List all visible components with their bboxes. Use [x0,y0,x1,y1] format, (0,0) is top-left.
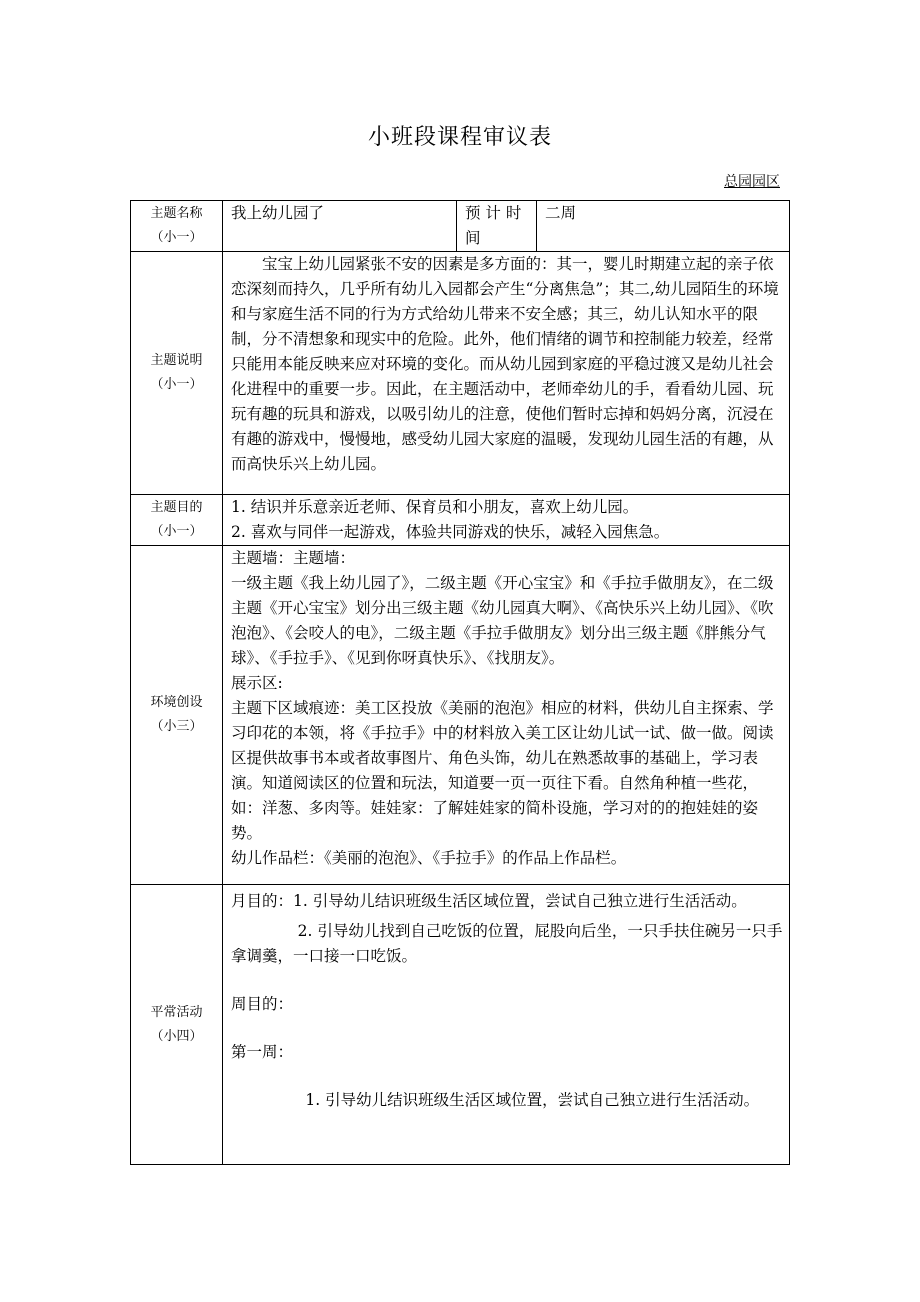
theme-goals-label-cell [131,495,223,546]
theme-goal-item: 1. 结识并乐意亲近老师、保育员和小朋友，喜欢上幼儿园。 [231,498,639,516]
time-label: 预 计 时间 [457,201,537,252]
environment-label-sub: （小三） [150,719,203,734]
week1-heading: 第一周： [231,1043,294,1061]
theme-description-text: 宝宝上幼儿园紧张不安的因素是多方面的：其一，婴儿时期建立起的亲子依恋深刻而持久，几乎所有幼儿入园都会产生“分离焦急”；其二,幼儿园陌生的环境和与家庭生活不同的行为方式给幼儿带来不安全感；其三，幼儿认知水平的限制，分不清想象和现实中的危险。此外，他们情绪的调节和控制能力较差，经常只能用本能反映来应对环境的变化。而从幼儿园到家庭的平稳过渡又是幼儿社会化进程中的重要一步。因此，在主题活动中，老师牵幼儿的手，看看幼儿园、玩玩有趣的玩具和游戏，以吸引幼儿的注意，使他们暂时忘掉和妈妈分离，沉浸在有趣的游戏中，慢慢地，感受幼儿园大家庭的温暖，发现幼儿园生活的有趣，从而高快乐兴上幼儿园。 [231,255,779,473]
month-goal-1: 月目的：1. 引导幼儿结识班级生活区域位置，尝试自己独立进行生活活动。 [231,892,747,910]
daily-activities-label: 平常活动 [150,1004,203,1020]
theme-wall-text: 一级主题《我上幼儿园了》，二级主题《开心宝宝》和《手拉手做朋友》，在二级主题《开心宝宝》划分出三级主题《幼儿园真大啊》、《高快乐兴上幼儿园》、《吹泡泡》、《会咬人的电》，二级主题《手拉手做朋友》划分出三级主题《胖熊分气球》、《手拉手》、《见到你呀真快乐》、《找朋友》。 [231,574,774,667]
theme-description-label-cell [131,252,223,495]
environment-cell [223,546,790,885]
display-area-heading: 展示区: [231,674,283,692]
theme-wall-heading: 主题墙：主题墙： [231,549,356,567]
theme-name-label: 主题名称 [150,206,203,221]
display-area-text: 主题下区域痕迹：美工区投放《美丽的泡泡》相应的材料，供幼儿自主探索、学习印花的本领，将《手拉手》中的材料放入美工区让幼儿试一试、做一做。阅读区提供故事书本或者故事图片、角色头饰，幼儿在熟悉故事的基础上，学习表演。知道阅读区的位置和玩法，知道要一页一页往下看。自然角种植一些花，如：洋葱、多肉等。娃娃家：了解娃娃家的简朴设施，学习对的的抱娃娃的姿势。 [231,699,774,842]
week1-item: 1. 引导幼儿结识班级生活区域位置，尝试自己独立进行生活活动。 [305,1091,760,1109]
week-goal: 周目的： [231,995,294,1013]
time-value: 二周 [537,201,790,252]
theme-goals-label-sub: （小一） [150,524,203,539]
daily-activities-label-sub: （小四） [150,1028,203,1044]
theme-goals-cell [223,495,790,546]
works-column-text: 幼儿作品栏：《美丽的泡泡》、《手拉手》的作品上作品栏。 [231,849,627,867]
daily-activities-cell [223,885,790,1165]
environment-label: 环境创设 [150,695,203,710]
page-title: 小班段课程审议表 [367,125,552,150]
row-theme-name [131,201,790,252]
theme-name-label-cell [131,201,223,252]
month-goal-2: 2. 引导幼儿找到自己吃饭的位置，屁股向后坐，一只手扶住碗另一只手拿调羹，一口接一口吃饭。 [231,922,783,965]
environment-label-cell [131,546,223,885]
theme-description-label-sub: （小一） [150,377,203,392]
course-review-table [130,200,790,1165]
row-environment [131,546,790,885]
row-daily-activities [131,885,790,1165]
theme-name-value: 我上幼儿园了 [223,201,457,252]
theme-goal-item: 2. 喜欢与同伴一起游戏，体验共同游戏的快乐，减轻入园焦急。 [231,523,670,541]
daily-activities-label-cell [131,885,223,1165]
theme-description-label: 主题说明 [150,353,203,368]
row-theme-goals [131,495,790,546]
theme-description-cell [223,252,790,495]
theme-goals-label: 主题目的 [150,500,203,515]
theme-name-label-sub: （小一） [150,230,203,245]
campus-label: 总园园区 [724,174,780,190]
row-theme-description [131,252,790,495]
